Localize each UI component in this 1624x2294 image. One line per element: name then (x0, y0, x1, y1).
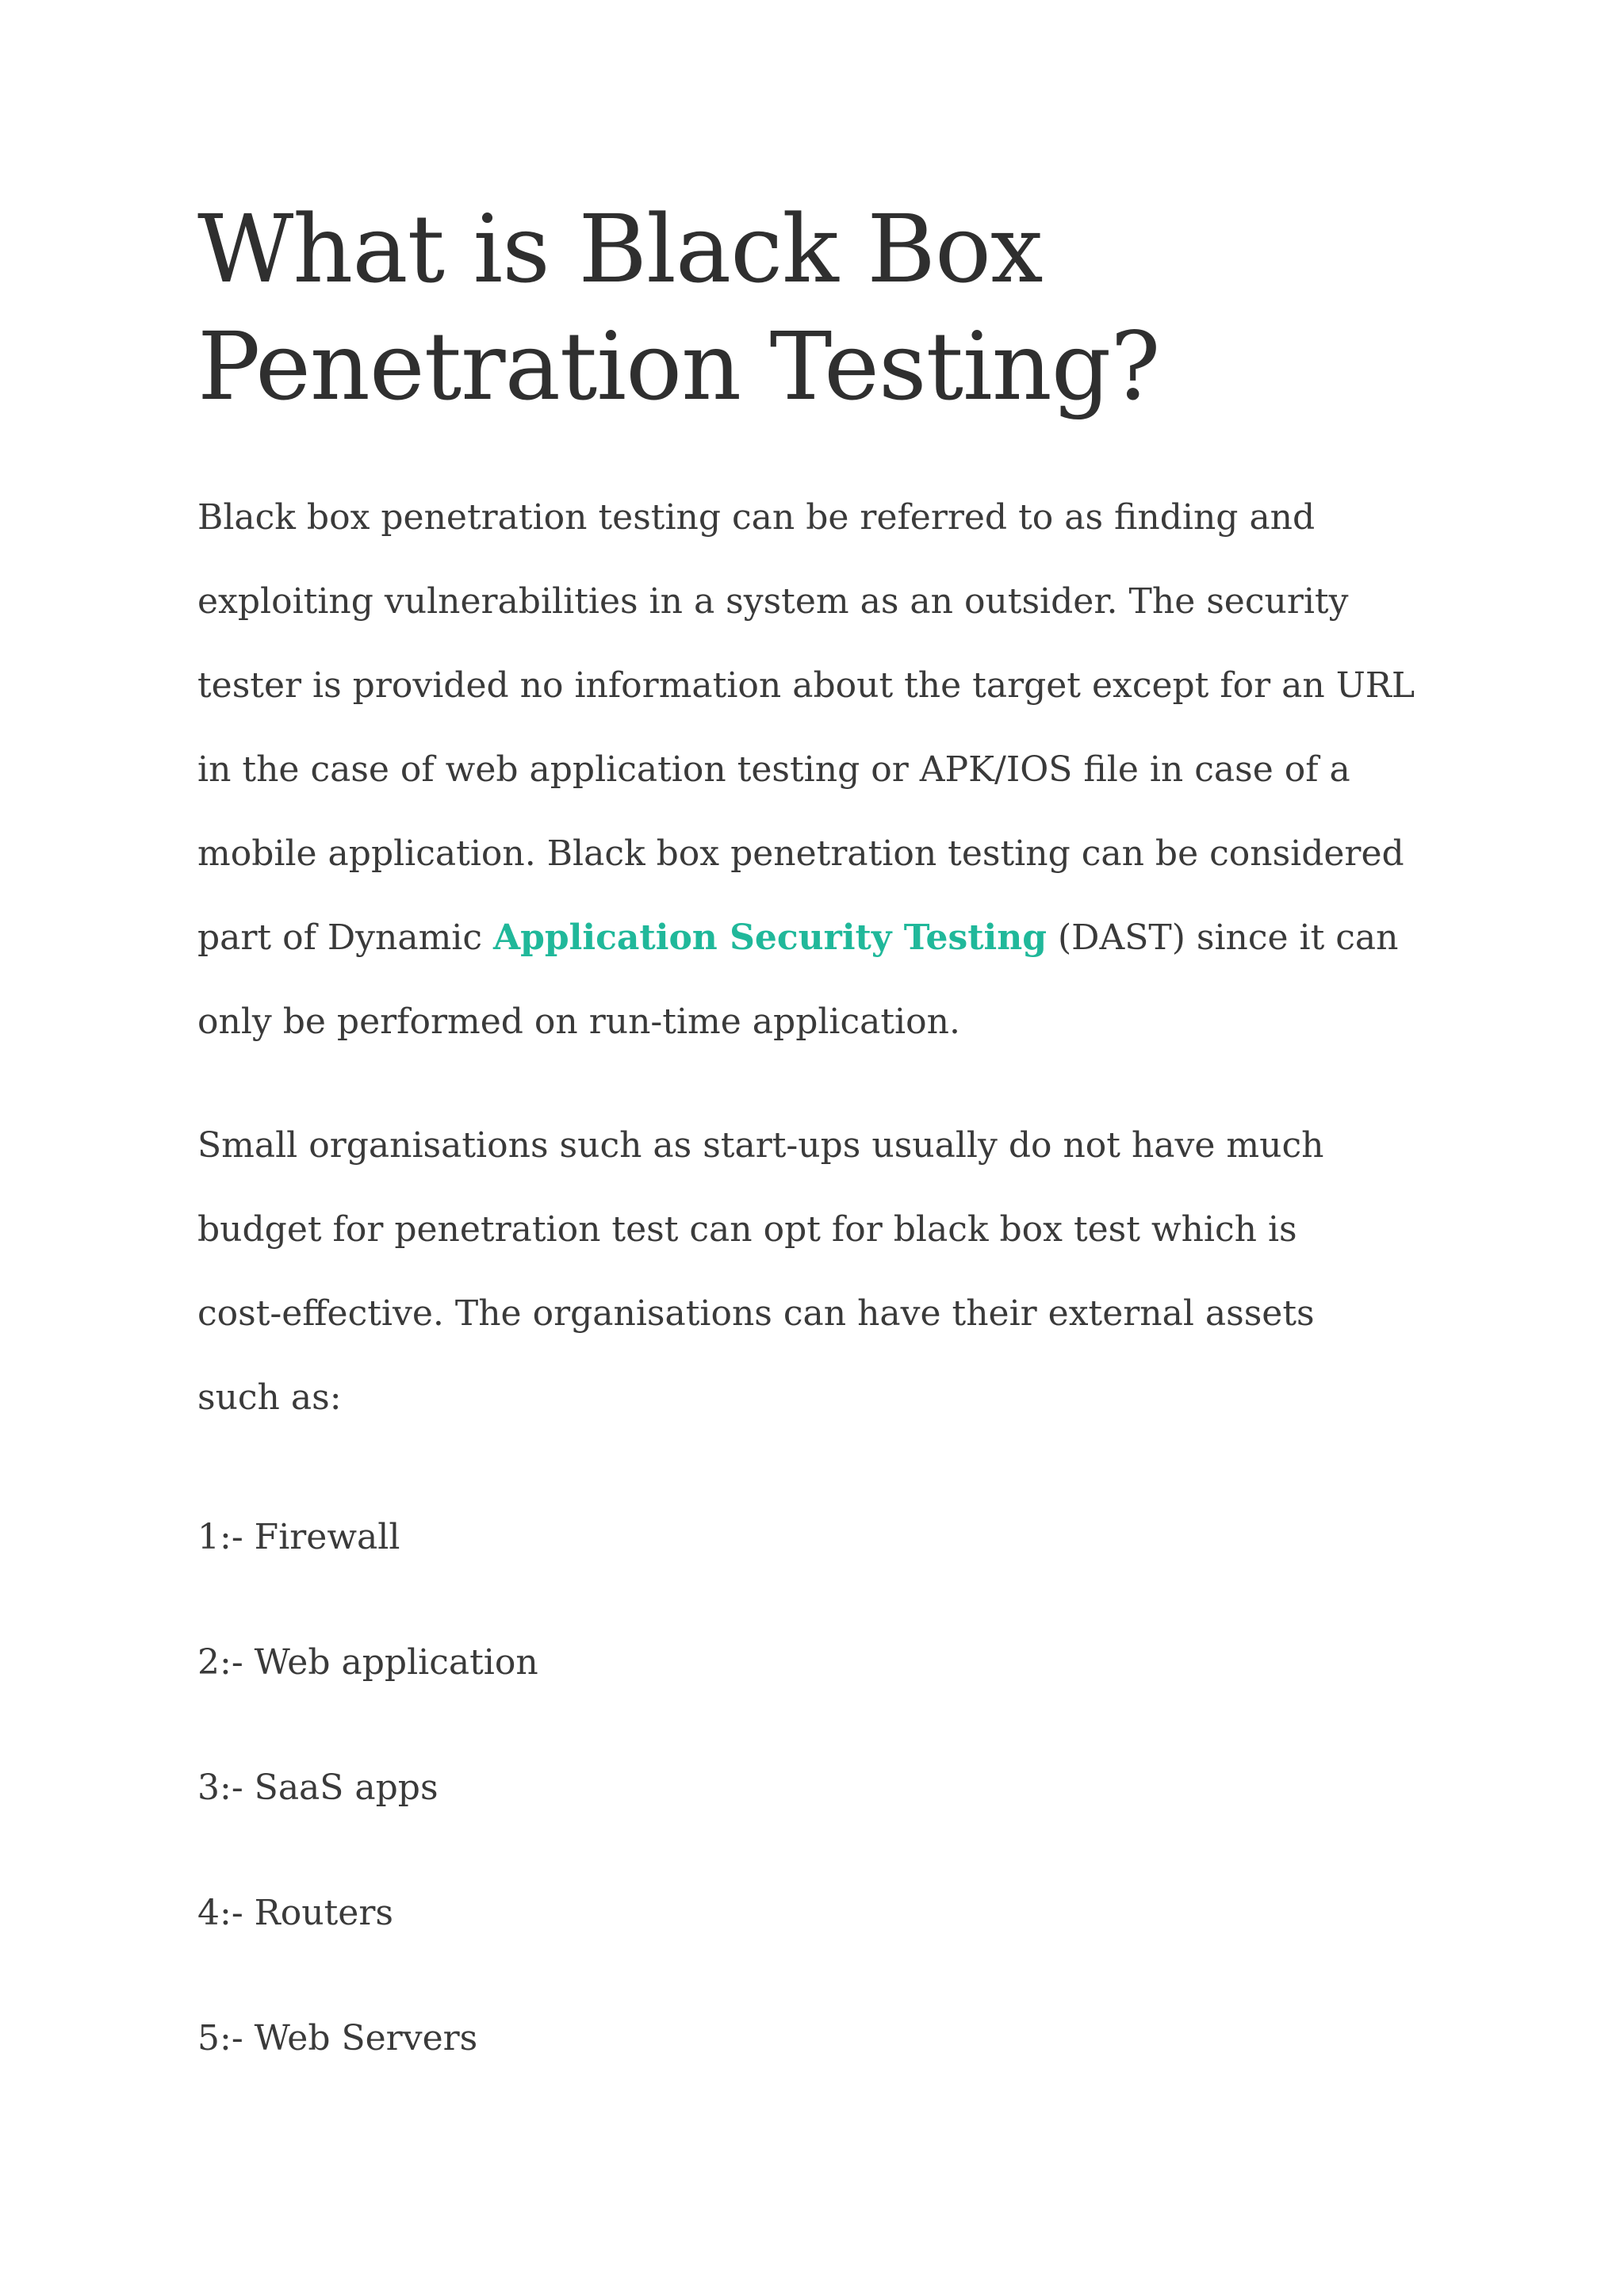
paragraph-line: cost-effective. The organisations can have their external assets (197, 1293, 1315, 1334)
page-title (197, 190, 1466, 425)
list-item: 3:- SaaS apps (197, 1767, 439, 1808)
paragraph-line: Black box penetration testing can be referred to as finding and (197, 497, 1316, 538)
application-security-testing-link[interactable]: Application Security Testing (493, 917, 1048, 958)
paragraph-line: in the case of web application testing or APK/IOS file in case of a (197, 749, 1350, 790)
paragraph-line: such as: (197, 1377, 342, 1418)
list-item: 5:- Web Servers (197, 2018, 478, 2058)
paragraph-text: part of Dynamic (197, 917, 493, 958)
paragraph-line: exploiting vulnerabilities in a system as an outsider. The security (197, 581, 1349, 622)
intro-paragraph (197, 476, 1466, 1064)
list-item: 2:- Web application (197, 1642, 538, 1683)
list-item: 4:- Routers (197, 1893, 393, 1933)
paragraph-text: (DAST) since it can (1047, 917, 1399, 958)
title-line: What is Black Box (197, 194, 1043, 304)
paragraph-line: tester is provided no information about the target except for an URL (197, 665, 1415, 706)
paragraph-line: Small organisations such as start-ups usually do not have much (197, 1125, 1324, 1166)
external-assets-list (197, 1475, 1466, 2101)
list-item: 1:- Firewall (197, 1517, 400, 1557)
title-line: Penetration Testing? (197, 312, 1160, 421)
article (197, 190, 1466, 2101)
paragraph-line: budget for penetration test can opt for black box test which is (197, 1209, 1297, 1250)
paragraph-line: only be performed on run-time application. (197, 1001, 960, 1042)
paragraph-line: mobile application. Black box penetration testing can be considered (197, 833, 1404, 874)
assets-paragraph (197, 1104, 1466, 1440)
